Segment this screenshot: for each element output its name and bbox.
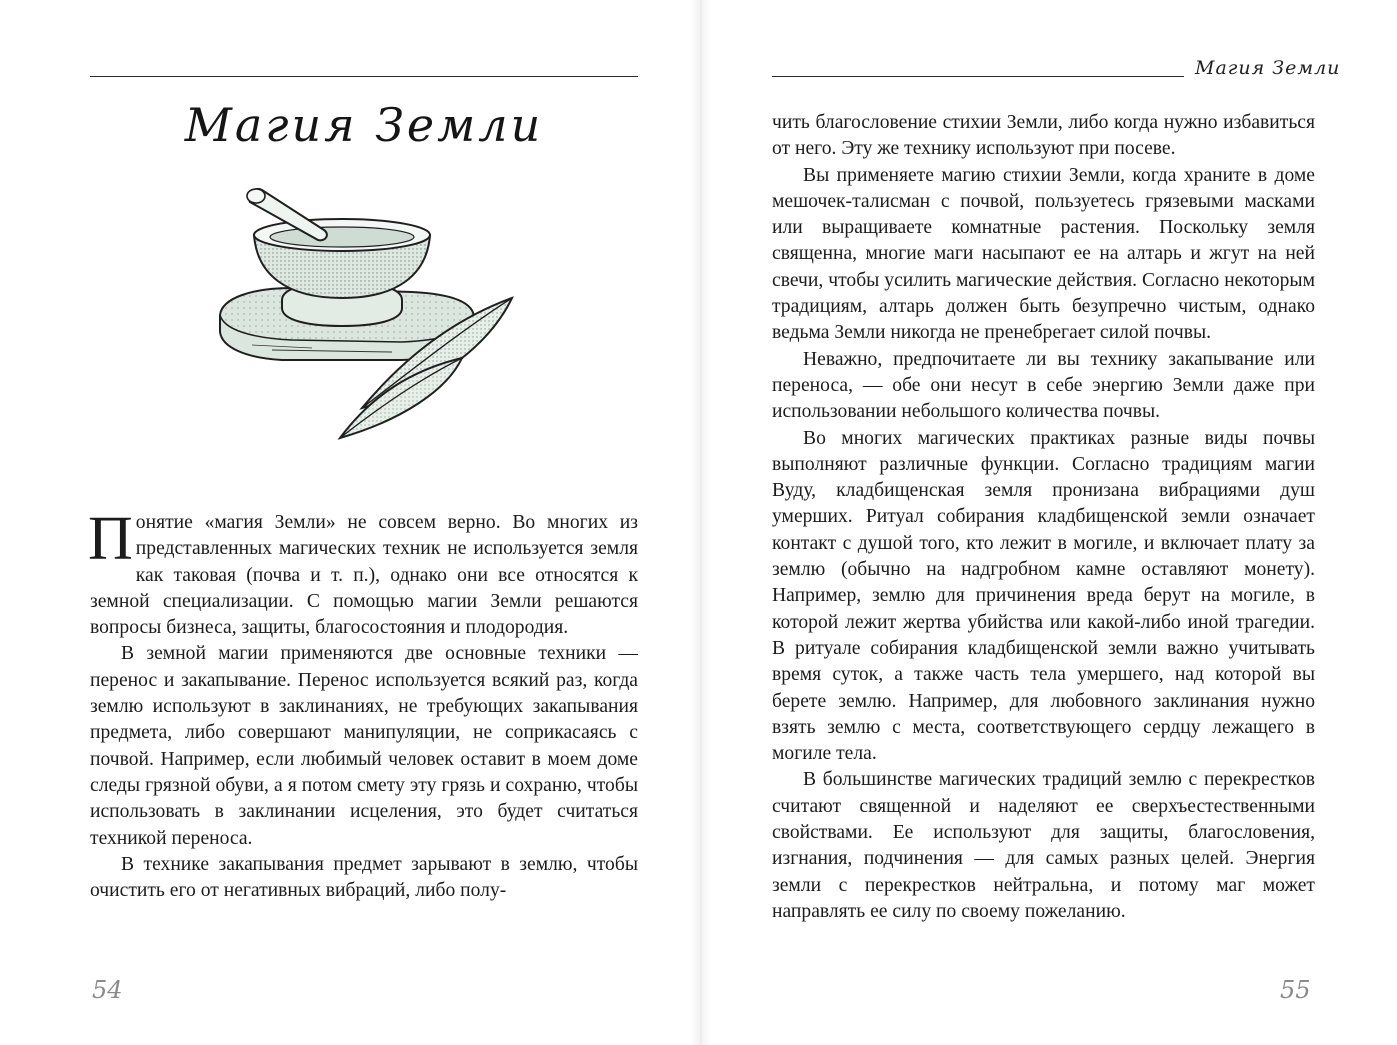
header-rule	[90, 76, 638, 77]
paragraph: Неважно, предпочитаете ли вы технику закапывание или переноса, — обе они несут в себе энергию Земли даже при использовании небольшого количества почвы.	[772, 348, 1315, 423]
paragraph: В земной магии применяются две основные техники — перенос и закапывание. Перенос используется всякий раз, когда землю используют в заклинаниях, не требующих закапывания предмета, либо совершают манипуляции, не соприкасаясь с почвой. Например, если любимый человек оставит в моем доме следы грязной обуви, а я потом смету эту грязь и сохраню, чтобы использовать в заклинании исцеления, это будет считаться техникой переноса.	[90, 643, 638, 849]
paragraph: Во многих магических практиках разные виды почвы выполняют различные функции. Согласно традициям магии Вуду, кладбищенская земля пронизана вибрациями душ умерших. Ритуал собирания кладбищенской земли означает контакт с душой того, кто лежит в могиле, и включает плату за землю (обычно на надгробном камне оставляют монету). Например, землю для причинения вреда берут на могиле, в которой лежит жертва убийства или какой-либо иной трагедии. В ритуале собирания кладбищенской земли важно учитывать время суток, а также часть тела умершего, над которой вы берете землю. Например, для любовного заклинания нужно взять землю с места, соответствующего сердцу лежащего в могиле тела.	[772, 427, 1315, 765]
running-head: Магия Земли	[1195, 57, 1341, 79]
paragraph-text: онятие «магия Земли» не совсем верно. Во многих из представленных магических техник не используется земля как таковая (почва и т. п.), однако они все относятся к земной специализации. С помощью магии Земли решаются вопросы бизнеса, защиты, благосостояния и плодородия.	[90, 512, 638, 639]
left-body-text	[88, 505, 638, 904]
page-number: 55	[1280, 976, 1311, 1004]
paragraph	[88, 505, 638, 641]
paragraph: Вы применяете магию стихии Земли, когда храните в доме мешочек-талисман с почвой, пользуетесь грязевыми масками или выращиваете комнатные растения. Поскольку земля священна, многие маги насыпают ее на алтарь и жгут на ней свечи, чтобы усилить магические действия. Согласно некоторым традициям, алтарь должен быть безупречно чистым, однако ведьма Земли никогда не пренебрегает силой почвы.	[772, 164, 1315, 344]
paragraph: чить благословение стихии Земли, либо когда нужно избавиться от него. Эту же технику используют при посеве.	[772, 112, 1315, 160]
paragraph: В большинстве магических традиций землю с перекрестков считают священной и наделяют ее сверхъестественными свойствами. Ее используют для защиты, благословения, изгнания, подчинения — для самых разных целей. Энергия земли с перекрестков нейтральна, и потому маг может направлять ее силу по своему пожеланию.	[772, 769, 1315, 922]
drop-cap: П	[88, 505, 133, 573]
mortar-pestle-icon	[212, 180, 522, 445]
header-rule	[772, 76, 1184, 77]
paragraph: В технике закапывания предмет зарывают в землю, чтобы очистить его от негативных вибраций, либо полу-	[90, 853, 638, 902]
right-page	[700, 0, 1397, 1045]
chapter-title: Магия Земли	[184, 98, 544, 152]
right-body-text	[772, 110, 1315, 925]
page-number: 54	[92, 976, 123, 1004]
